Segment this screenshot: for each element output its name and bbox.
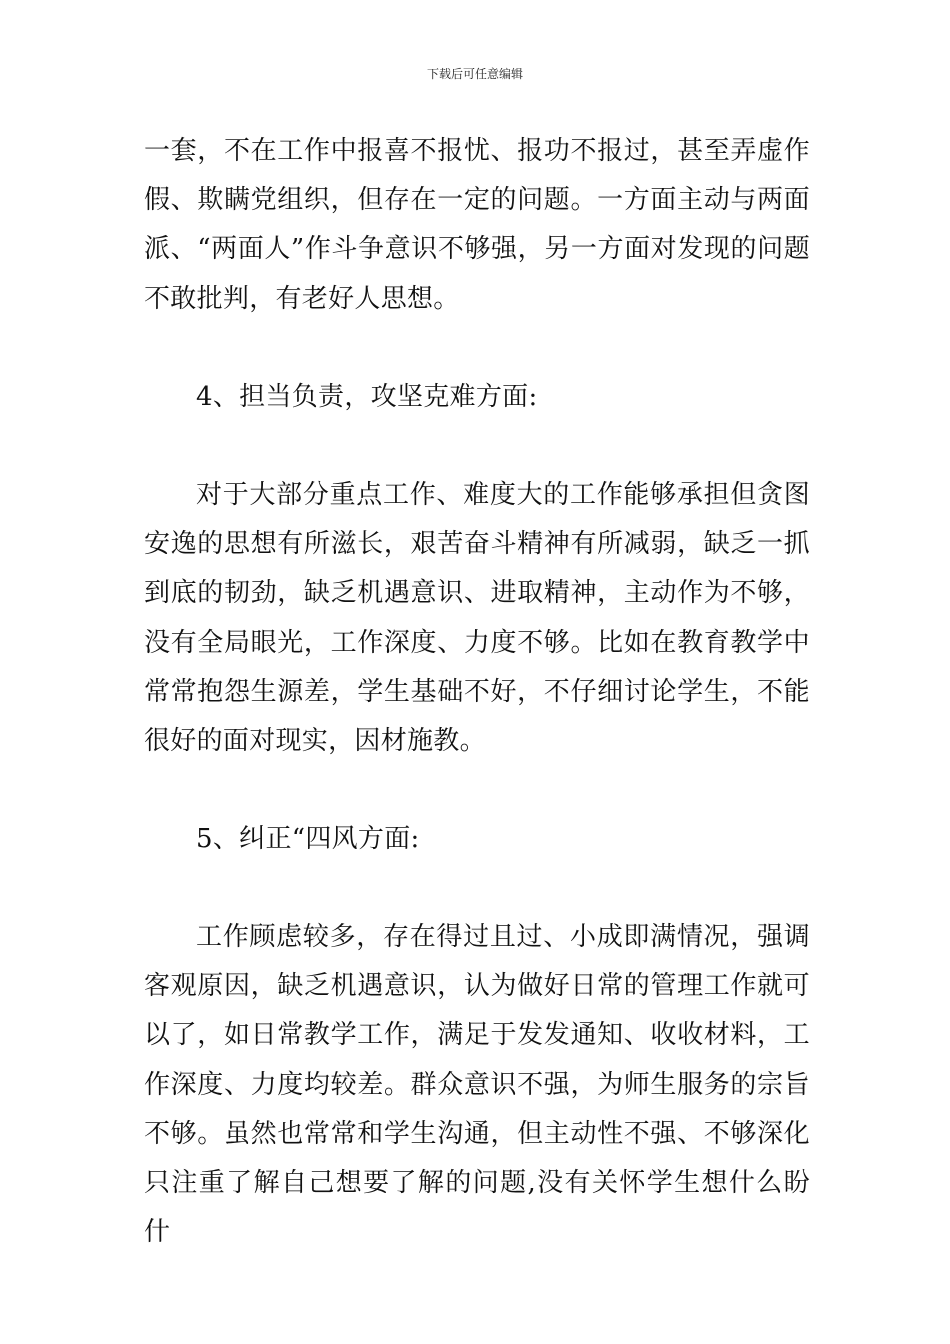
page-header: 下载后可任意编辑 [426, 67, 523, 81]
section-heading-5 [144, 815, 810, 864]
section-heading-text: 5、纠正“四风方面: [196, 824, 420, 854]
paragraph-text: 一套，不在工作中报喜不报忧、报功不报过，甚至弄虚作假、欺瞒党组织，但存在一定的问题。一方面主动与两面派、“两面人”作斗争意识不够强，另一方面对发现的问题不敢批判，有老好人思想。 [144, 136, 810, 314]
paragraph-text: 对于大部分重点工作、难度大的工作能够承担但贪图安逸的思想有所滋长，艰苦奋斗精神有所减弱，缺乏一抓到底的韧劲，缺乏机遇意识、进取精神，主动作为不够，没有全局眼光，工作深度、力度不够。比如在教育教学中常常抱怨生源差，学生基础不好，不仔细讨论学生，不能很好的面对现实，因材施教。 [144, 480, 810, 757]
paragraph-section-4 [144, 471, 810, 766]
section-heading-text: 4、担当负责，攻坚克难方面: [196, 382, 538, 412]
paragraph-text: 工作顾虑较多，存在得过且过、小成即满情况，强调客观原因，缺乏机遇意识，认为做好日常的管理工作就可以了，如日常教学工作，满足于发发通知、收收材料，工作深度、力度均较差。群众意识不强，为师生服务的宗旨不够。虽然也常常和学生沟通，但主动性不强、不够深化只注重了解自己想要了解的问题,没有关怀学生想什么盼什 [144, 922, 810, 1248]
paragraph-section-5 [144, 913, 810, 1257]
paragraph-continuation [144, 127, 810, 324]
section-heading-4 [144, 373, 810, 422]
